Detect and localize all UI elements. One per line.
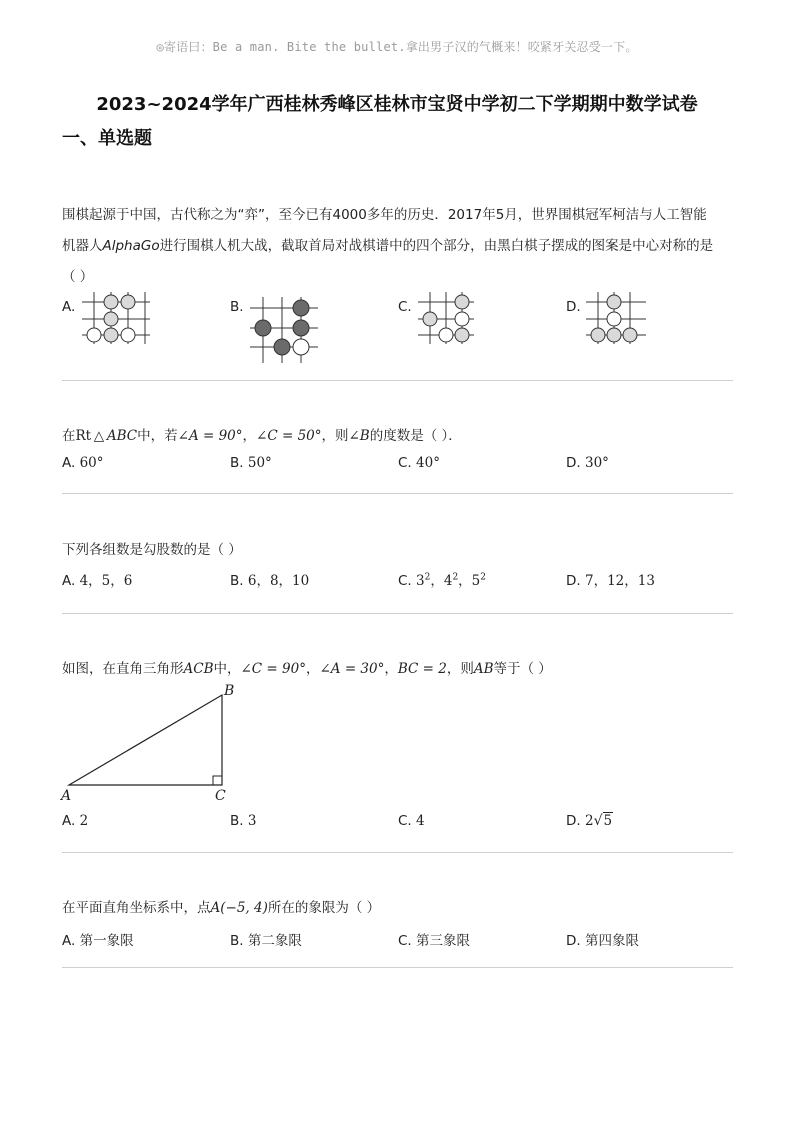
option-label: C. — [398, 573, 412, 589]
q3-option-a[interactable] — [62, 569, 132, 589]
q2-option-a[interactable] — [62, 455, 104, 471]
option-label: D. — [566, 813, 581, 829]
divider — [62, 967, 733, 968]
option-label: B. — [230, 573, 244, 589]
q4-ab: AB — [473, 661, 494, 677]
q2-option-c[interactable] — [398, 455, 440, 471]
q1-line2 — [62, 234, 742, 254]
option-value: 3 — [247, 813, 257, 829]
option-label: D. — [566, 933, 581, 949]
exam-title: 2023~2024学年广西桂林秀峰区桂林市宝贤中学初二下学期期中数学试卷 — [96, 94, 698, 115]
option-label: A. — [62, 813, 76, 829]
q5-point: A(−5, 4) — [210, 900, 268, 916]
q4-stem — [62, 657, 742, 677]
option-label: A. — [62, 455, 76, 471]
option-value: 50° — [247, 455, 272, 471]
q5-pre: 在平面直角坐标系中，点 — [62, 900, 211, 916]
q2-mid2: ，则 — [321, 428, 349, 444]
option-value: 7，12，13 — [584, 573, 655, 589]
vertex-label-a: A — [61, 788, 72, 804]
section-heading: 一、单选题 — [62, 128, 152, 149]
go-pattern-b[interactable] — [248, 295, 320, 367]
option-value: 第三象限 — [416, 933, 471, 949]
q3-option-d[interactable] — [566, 569, 655, 589]
option-label: B. — [230, 813, 244, 829]
right-angle-mark — [213, 776, 222, 785]
right-triangle-figure — [58, 680, 238, 804]
q2-cond1: ∠A = 90° — [177, 428, 243, 444]
divider — [62, 493, 733, 494]
option-value: 第二象限 — [247, 933, 302, 949]
q1-option-b-label[interactable]: B. — [230, 299, 244, 315]
option-value: 2√5 — [584, 813, 613, 829]
q5-option-c[interactable] — [398, 929, 470, 949]
option-label: D. — [566, 455, 581, 471]
q2-pre: 在 — [62, 428, 76, 444]
q4-sep2: ， — [384, 661, 398, 677]
q4-option-d[interactable] — [566, 813, 613, 829]
header-motto: ◎寄语曰：Be a man. Bite the bullet.拿出男子汉的气概来！咬紧牙关忍受一下。 — [156, 40, 638, 54]
q2-option-d[interactable] — [566, 455, 609, 471]
divider — [62, 613, 733, 614]
q5-option-a[interactable] — [62, 929, 134, 949]
option-label: D. — [566, 573, 581, 589]
q2-angle-b: ∠B — [348, 428, 370, 444]
q4-pre: 如图，在直角三角形 — [62, 661, 184, 677]
q2-cond2: ∠C = 50° — [256, 428, 322, 444]
option-label: B. — [230, 455, 244, 471]
q4-mid1: 中， — [213, 661, 241, 677]
divider — [62, 380, 733, 381]
option-value: 30° — [584, 455, 609, 471]
option-value: $3^2$，$4^2$，$5^2$ — [416, 572, 486, 589]
q4-option-a[interactable] — [62, 813, 88, 829]
option-value: 第四象限 — [584, 933, 639, 949]
q1-line3: （ ） — [62, 269, 94, 285]
option-label: A. — [62, 573, 76, 589]
go-pattern-c[interactable] — [416, 290, 476, 346]
q3-stem: 下列各组数是勾股数的是（ ） — [62, 542, 242, 558]
q3-option-c[interactable] — [398, 569, 486, 589]
q4-cond2: ∠A = 30° — [319, 661, 385, 677]
option-value: 60° — [79, 455, 104, 471]
q4-mid2: ，则 — [446, 661, 474, 677]
go-pattern-a[interactable] — [80, 290, 152, 346]
option-label: C. — [398, 813, 412, 829]
option-label: B. — [230, 933, 244, 949]
q4-acb: ACB — [183, 661, 214, 677]
option-label: C. — [398, 933, 412, 949]
q4-cond3: BC = 2 — [397, 661, 447, 677]
q5-stem — [62, 896, 742, 916]
q1-line1: 围棋起源于中国，古代称之为“弈”，至今已有4000多年的历史．2017年5月，世界围棋冠军柯洁与人工智能 — [62, 207, 707, 223]
q1-option-d-label: D. — [566, 299, 581, 315]
q2-sep: ， — [242, 428, 257, 444]
q4-sep1: ， — [305, 661, 320, 677]
option-value: 4，5，6 — [79, 573, 133, 589]
q4-option-b[interactable] — [230, 813, 256, 829]
q2-triangle-symbol: △ — [93, 428, 105, 444]
q1-option-c-label[interactable]: C. — [398, 299, 412, 315]
option-value: 4 — [416, 813, 425, 829]
divider — [62, 852, 733, 853]
option-value: 40° — [416, 455, 440, 471]
go-pattern-d — [584, 290, 648, 346]
q2-stem — [62, 424, 742, 444]
q1-option-a-label[interactable]: A. — [62, 299, 76, 315]
triangle-shape — [69, 695, 222, 785]
q3-option-b[interactable] — [230, 569, 309, 589]
q5-option-b[interactable] — [230, 929, 302, 949]
option-value: 第一象限 — [79, 933, 134, 949]
q4-post: 等于（ ） — [493, 661, 552, 677]
option-label: A. — [62, 933, 76, 949]
q2-mid1: 中，若 — [137, 428, 178, 444]
option-value: 2 — [79, 813, 89, 829]
option-label: C. — [398, 455, 412, 471]
q2-rt: Rt — [75, 428, 92, 444]
q2-abc: ABC — [106, 428, 138, 444]
q1-alphago: AlphaGo — [102, 238, 160, 254]
q1-line2-pre: 机器人 — [62, 238, 103, 254]
q2-option-b[interactable] — [230, 455, 272, 471]
q1-line2-post: 进行围棋人机大战，截取首局对战棋谱中的四个部分，由黑白棋子摆成的图案是中心对称的是 — [159, 238, 714, 254]
q4-option-c[interactable] — [398, 813, 425, 829]
q5-post: 所在的象限为（ ） — [267, 900, 381, 916]
q5-option-d[interactable] — [566, 929, 639, 949]
vertex-label-b: B — [224, 683, 235, 699]
q2-post: 的度数是（ ）． — [369, 428, 462, 444]
option-value: 6，8，10 — [247, 573, 310, 589]
q4-cond1: ∠C = 90° — [240, 661, 306, 677]
vertex-label-c: C — [215, 788, 226, 804]
